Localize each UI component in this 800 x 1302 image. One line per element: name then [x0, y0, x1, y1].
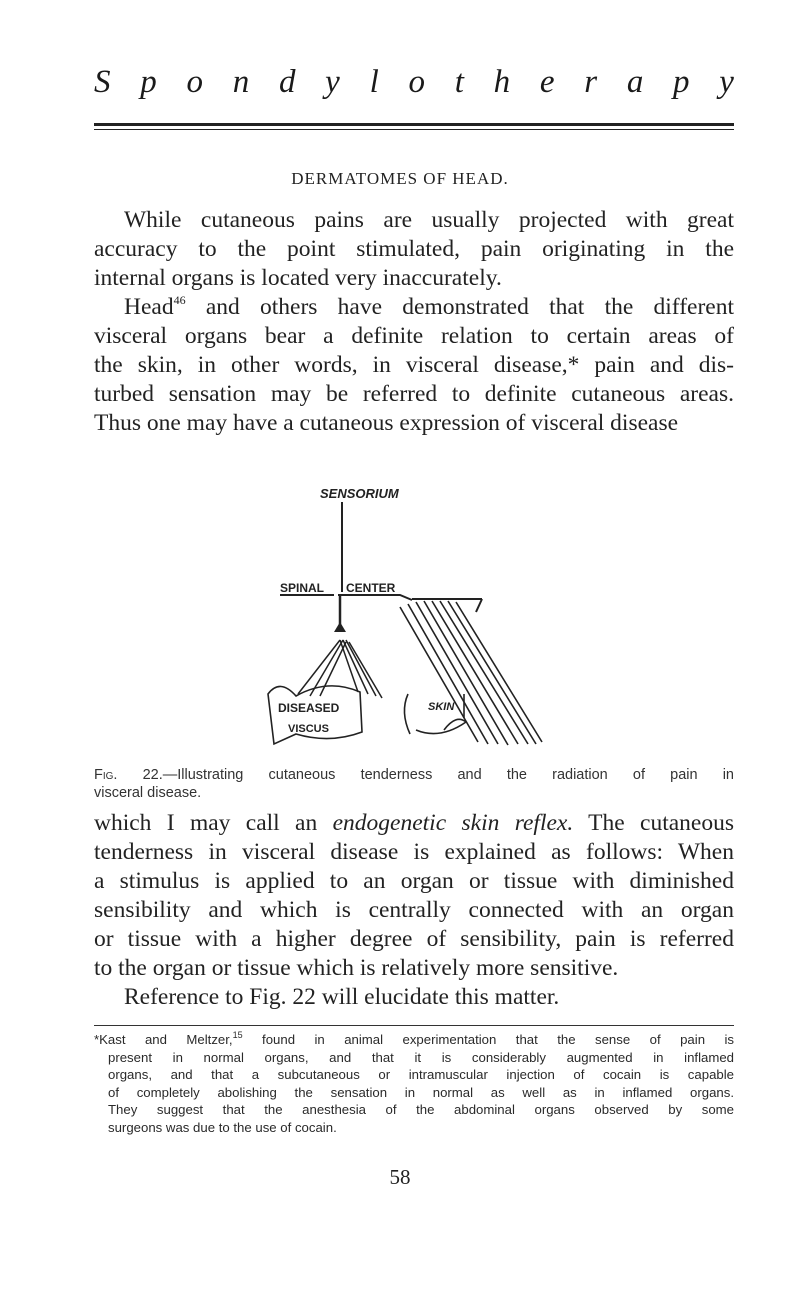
emphasized-term: endogenetic skin reflex. — [332, 810, 574, 836]
text-line: a stimulus is applied to an organ or tissue with diminished — [94, 868, 734, 894]
label-viscus: VISCUS — [288, 723, 329, 735]
skin-radiation-lines — [400, 601, 542, 745]
running-head-letter: p — [673, 64, 690, 100]
running-head-letter: n — [232, 64, 250, 100]
text-run: and others have demonstrated that the different — [185, 294, 734, 320]
footnote — [94, 1031, 734, 1136]
running-head-letter: p — [140, 64, 157, 100]
text-line: tenderness in visceral disease is explained as follows: When — [94, 839, 734, 865]
text-line: turbed sensation may be referred to definite cutaneous areas. — [94, 381, 734, 407]
running-head-letter: a — [626, 64, 644, 100]
section-title: DERMATOMES OF HEAD. — [291, 169, 509, 188]
reference-number: 46 — [173, 293, 186, 307]
footnote-line: organs, and that a subcutaneous or intramuscular injection of cocain is capable — [108, 1067, 734, 1082]
center-right-tick — [476, 599, 482, 612]
footnote-line: surgeons was due to the use of cocain. — [108, 1119, 337, 1135]
label-skin: SKIN — [428, 701, 455, 713]
reflex-diagram — [250, 482, 555, 754]
text-line: or tissue with a higher degree of sensibility, pain is referred — [94, 926, 734, 952]
running-head-letter: e — [539, 64, 555, 100]
center-connector — [342, 595, 412, 600]
paragraph-2 — [94, 293, 734, 438]
running-head-letter: t — [454, 64, 464, 100]
footnote-line: present in normal organs, and that it is considerably augmented in inflamed — [108, 1049, 734, 1065]
label-center: CENTER — [346, 581, 396, 595]
text-line: visceral organs bear a definite relation to certain areas of — [94, 323, 734, 349]
running-head-title — [94, 62, 734, 102]
caption-line: visceral disease. — [94, 785, 202, 801]
running-head-letter: S — [94, 64, 111, 100]
footnote-rule — [94, 1025, 734, 1026]
arrowhead-up — [334, 622, 346, 632]
caption-text: —Illustrating cutaneous tenderness and the radiation of pain in — [162, 767, 734, 783]
text-run: *Kast and Meltzer, — [94, 1032, 233, 1047]
text-line: Reference to Fig. 22 will elucidate this matter. — [124, 984, 560, 1010]
text-line — [94, 809, 734, 838]
label-diseased: DISEASED — [278, 701, 340, 715]
figure-22-diagram — [250, 482, 555, 754]
figure-label: Fig. 22. — [94, 767, 163, 783]
figure-caption — [94, 766, 734, 802]
running-head-letter: l — [369, 64, 379, 100]
text-line: internal organs is located very inaccurately. — [94, 265, 502, 291]
header-rule-thin — [94, 129, 734, 130]
text-line: the skin, in other words, in visceral disease,* pain and dis- — [94, 352, 734, 378]
label-sensorium: SENSORIUM — [320, 486, 399, 501]
text-line: accuracy to the point stimulated, pain originating in the — [94, 236, 734, 262]
text-line: While cutaneous pains are usually projected with great — [124, 207, 734, 233]
footnote-line — [94, 1031, 734, 1049]
running-head-letter: r — [584, 64, 598, 100]
running-head-letter: y — [325, 64, 340, 100]
skin-outline — [404, 694, 466, 734]
footnote-line: They suggest that the anesthesia of the abdominal organs observed by some — [108, 1102, 734, 1117]
label-spinal: SPINAL — [280, 581, 325, 595]
text-run: which I may call an — [94, 810, 333, 836]
text-run: found in animal experimentation that the sense of pain is — [242, 1032, 734, 1047]
footnote-line: of completely abolishing the sensation in normal as well as in inflamed organs. — [108, 1084, 734, 1100]
running-head-letter: o — [186, 64, 203, 100]
text-line: Thus one may have a cutaneous expression of visceral disease — [94, 410, 679, 436]
paragraph-3 — [94, 809, 734, 1012]
text-run: The cutaneous — [573, 810, 735, 836]
running-head-letter: h — [493, 64, 511, 100]
running-head-letter: o — [408, 64, 425, 100]
text-line: sensibility and which is centrally connected with an organ — [94, 897, 734, 923]
reference-number: 15 — [232, 1030, 243, 1040]
paragraph-1 — [94, 206, 734, 293]
running-head-letter: y — [719, 64, 734, 100]
author-name: Head — [124, 294, 174, 320]
running-head-letter: d — [278, 64, 296, 100]
page-number: 58 — [389, 1165, 411, 1189]
text-line: to the organ or tissue which is relatively more sensitive. — [94, 955, 619, 981]
text-line — [94, 293, 734, 322]
caption-line — [94, 766, 734, 784]
header-rule-thick — [94, 123, 734, 126]
